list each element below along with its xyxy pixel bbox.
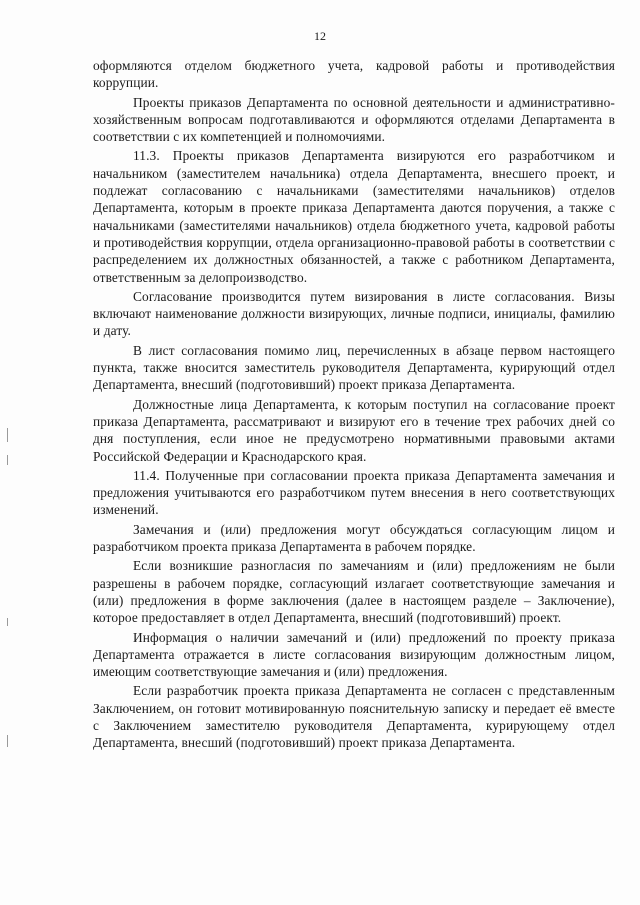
scan-edge-mark [7, 428, 8, 442]
paragraph: 11.4. Полученные при согласовании проекта приказа Департамента замечания и предложения учитываются его разработчиком путем внесения в него соответствующих изменений. [93, 467, 615, 518]
scan-edge-mark [7, 735, 8, 747]
paragraph: Согласование производится путем визирования в листе согласования. Визы включают наименование должности визирующих, личные подписи, инициалы, фамилию и дату. [93, 288, 615, 339]
paragraph: Информация о наличии замечаний и (или) предложений по проекту приказа Департамента отражается в листе согласования визирующим должностным лицом, имеющим соответствующие замечания и (или) предложения. [93, 629, 615, 680]
scan-edge-mark [7, 455, 8, 465]
paragraph: Если возникшие разногласия по замечаниям и (или) предложениям не были разрешены в рабочем порядке, согласующий излагает соответствующие замечания и (или) предложения в форме заключения (далее в настоящем разделе – Заключение), которое предоставляет в отдел Департамента, внесший (подготовивший) проект. [93, 558, 615, 626]
document-body [93, 57, 615, 752]
paragraph: Проекты приказов Департамента по основной деятельности и административно-хозяйственным вопросам подготавливаются и оформляются отделами Департамента в соответствии с их компетенцией и полномочиями. [93, 94, 615, 145]
paragraph: Должностные лица Департамента, к которым поступил на согласование проект приказа Департамента, рассматривают и визируют его в течение трех рабочих дней со дня поступления, если иное не предусмотрено нормативными правовыми актами Российской Федерации и Краснодарского края. [93, 396, 615, 464]
paragraph: Если разработчик проекта приказа Департамента не согласен с представленным Заключением, он готовит мотивированную пояснительную записку и передает её вместе с Заключением заместителю руководителя Департамента, курирующему отдел Департамента, внесший (подготовивший) проект приказа Департамента. [93, 683, 615, 751]
scan-edge-mark [7, 618, 8, 626]
paragraph: Замечания и (или) предложения могут обсуждаться согласующим лицом и разработчиком проекта приказа Департамента в рабочем порядке. [93, 521, 615, 555]
paragraph: оформляются отделом бюджетного учета, кадровой работы и противодействия коррупции. [93, 58, 615, 91]
page-number: 12 [314, 29, 326, 43]
paragraph: 11.3. Проекты приказов Департамента визируются его разработчиком и начальником (заместителем начальника) отдела Департамента, внесшего проект, и подлежат согласованию с начальниками (заместителями начальников) отделов Департамента, которым в проекте приказа Департамента даются поручения, а также с начальниками (заместителями начальников) отдела бюджетного учета, кадровой работы и противодействия коррупции, отдела организационно-правовой работы в соответствии с распределением их должностных обязанностей, а также с работником Департамента, ответственным за делопроизводство. [93, 148, 615, 285]
paragraph: В лист согласования помимо лиц, перечисленных в абзаце первом настоящего пункта, также вносится заместитель руководителя Департамента, курирующий отдел Департамента, внесший (подготовивший) проект приказа Департамента. [93, 342, 615, 393]
